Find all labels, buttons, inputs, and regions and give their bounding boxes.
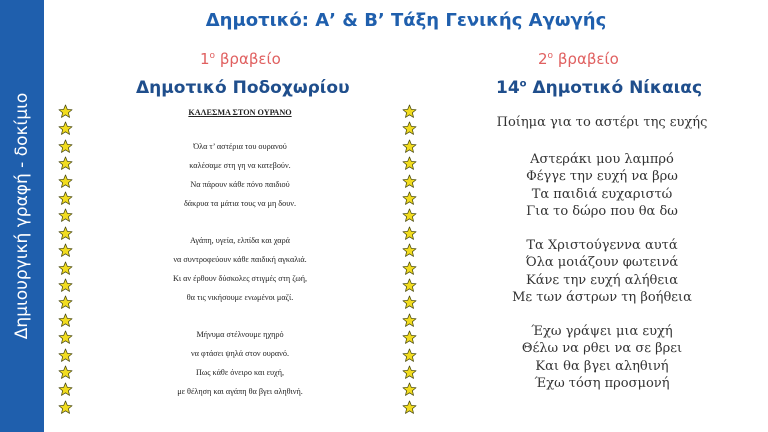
poem-line: να φτάσει ψηλά στον ουρανό. — [190, 349, 290, 358]
stanza-gap — [84, 213, 396, 231]
stanza-gap — [484, 221, 720, 237]
star-icon — [58, 330, 73, 345]
star-icon — [402, 278, 417, 293]
poem-line: Όλα μοιάζουν φωτεινά — [525, 255, 679, 270]
poem-line: δάκρυα τα μάτια τους να μη δουν. — [183, 199, 297, 208]
poem-line: Έχω τόση προσμονή — [534, 376, 670, 391]
star-icon — [402, 139, 417, 154]
page-title: Δημοτικό: Α’ & Β’ Τάξη Γενικής Αγωγής — [205, 10, 607, 31]
star-icon — [402, 365, 417, 380]
star-icon — [402, 400, 417, 415]
star-icon — [58, 226, 73, 241]
poem-line: με θέληση και αγάπη θα βγει αληθινή. — [177, 387, 303, 396]
poem-line: Φέγγε την ευχή να βρω — [526, 169, 678, 184]
first-poem — [84, 108, 396, 401]
star-icon — [58, 208, 73, 223]
second-school-ordinal: ο — [519, 78, 527, 90]
poem-line: Και θα βγει αληθινή — [535, 358, 669, 374]
second-prize-number: 2 — [538, 50, 548, 68]
second-prize-word: βραβείο — [557, 50, 619, 68]
poem-line: Έχω γράψει μια ευχή — [531, 323, 673, 339]
star-icon — [402, 348, 417, 363]
star-icon — [58, 313, 73, 328]
star-icon — [58, 174, 73, 189]
star-icon — [402, 121, 417, 136]
first-poem-stanza-3 — [84, 325, 396, 401]
poem-line: Για το δώρο που θα δω — [526, 204, 678, 219]
first-prize-number: 1 — [200, 50, 210, 68]
star-icon — [402, 243, 417, 258]
star-icon — [402, 191, 417, 206]
poem-line: Τα Χριστούγεννα αυτά — [526, 237, 678, 253]
star-border-right — [402, 104, 418, 416]
star-icon — [58, 295, 73, 310]
poem-line: θα τις νικήσουμε ενωμένοι μαζί. — [186, 293, 294, 302]
poem-line: να συντροφεύουν κάθε παιδική αγκαλιά. — [173, 255, 307, 264]
star-icon — [402, 208, 417, 223]
poem-line: Θέλω να ρθει να σε βρει — [521, 341, 683, 356]
star-icon — [58, 348, 73, 363]
poem-line: Κι αν έρθουν δύσκολες στιγμές στη ζωή, — [172, 274, 308, 283]
star-icon — [58, 243, 73, 258]
star-icon — [402, 156, 417, 171]
poem-line: Μήνυμα στέλνουμε ηχηρό — [196, 330, 284, 339]
second-school-name: Δημοτικό Νίκαιας — [532, 78, 703, 98]
star-icon — [402, 261, 417, 276]
first-prize-school: Δημοτικό Ποδοχωρίου — [136, 78, 350, 98]
first-prize-label — [200, 50, 281, 68]
second-poem-title: Ποίημα για το αστέρι της ευχής — [496, 115, 708, 130]
star-icon — [58, 191, 73, 206]
poem-line: Να πάρουν κάθε πόνο παιδιού — [190, 180, 290, 189]
first-poem-frame — [56, 104, 428, 416]
poem-line: καλέσαμε στη γη να κατεβούν. — [189, 161, 291, 170]
star-icon — [58, 139, 73, 154]
star-icon — [402, 174, 417, 189]
first-prize-word: βραβείο — [219, 50, 281, 68]
second-poem-stanza-2 — [484, 237, 720, 307]
second-poem-stanza-3 — [484, 323, 720, 393]
star-icon — [402, 382, 417, 397]
second-prize-school — [496, 78, 702, 98]
first-poem-stanza-1 — [84, 137, 396, 213]
star-icon — [58, 104, 73, 119]
stanza-gap — [84, 307, 396, 325]
poem-line: Τα παιδιά ευχαριστώ — [531, 186, 673, 202]
star-icon — [58, 278, 73, 293]
star-icon — [402, 295, 417, 310]
poem-line: Αγάπη, υγεία, ελπίδα και χαρά — [190, 236, 290, 245]
star-icon — [58, 400, 73, 415]
poem-line: Με των άστρων τη βοήθεια — [512, 290, 692, 305]
second-prize-label — [538, 50, 619, 68]
star-icon — [58, 365, 73, 380]
second-poem — [484, 114, 720, 393]
second-prize-ordinal: ο — [547, 51, 554, 61]
poem-line: Πως κάθε όνειρο και ευχή, — [195, 368, 285, 377]
first-poem-title: ΚΑΛΕΣΜΑ ΣΤΟΝ ΟΥΡΑΝΟ — [188, 108, 292, 117]
poem-line: Κάνε την ευχή αλήθεια — [526, 272, 678, 288]
side-caption: Δημιουργική γραφή - δοκίμιο — [12, 92, 32, 340]
star-icon — [402, 226, 417, 241]
side-banner — [0, 0, 44, 432]
star-icon — [58, 261, 73, 276]
second-poem-stanza-1 — [484, 151, 720, 221]
stanza-gap — [484, 307, 720, 323]
poem-line: Αστεράκι μου λαμπρό — [530, 151, 674, 167]
star-icon — [402, 330, 417, 345]
star-icon — [402, 313, 417, 328]
poem-line: Όλα τ’ αστέρια του ουρανού — [193, 142, 287, 151]
first-prize-ordinal: ο — [209, 51, 216, 61]
first-poem-stanza-2 — [84, 231, 396, 307]
star-border-left — [58, 104, 74, 416]
star-icon — [58, 382, 73, 397]
second-school-number: 14 — [496, 78, 520, 98]
star-icon — [402, 104, 417, 119]
star-icon — [58, 121, 73, 136]
star-icon — [58, 156, 73, 171]
